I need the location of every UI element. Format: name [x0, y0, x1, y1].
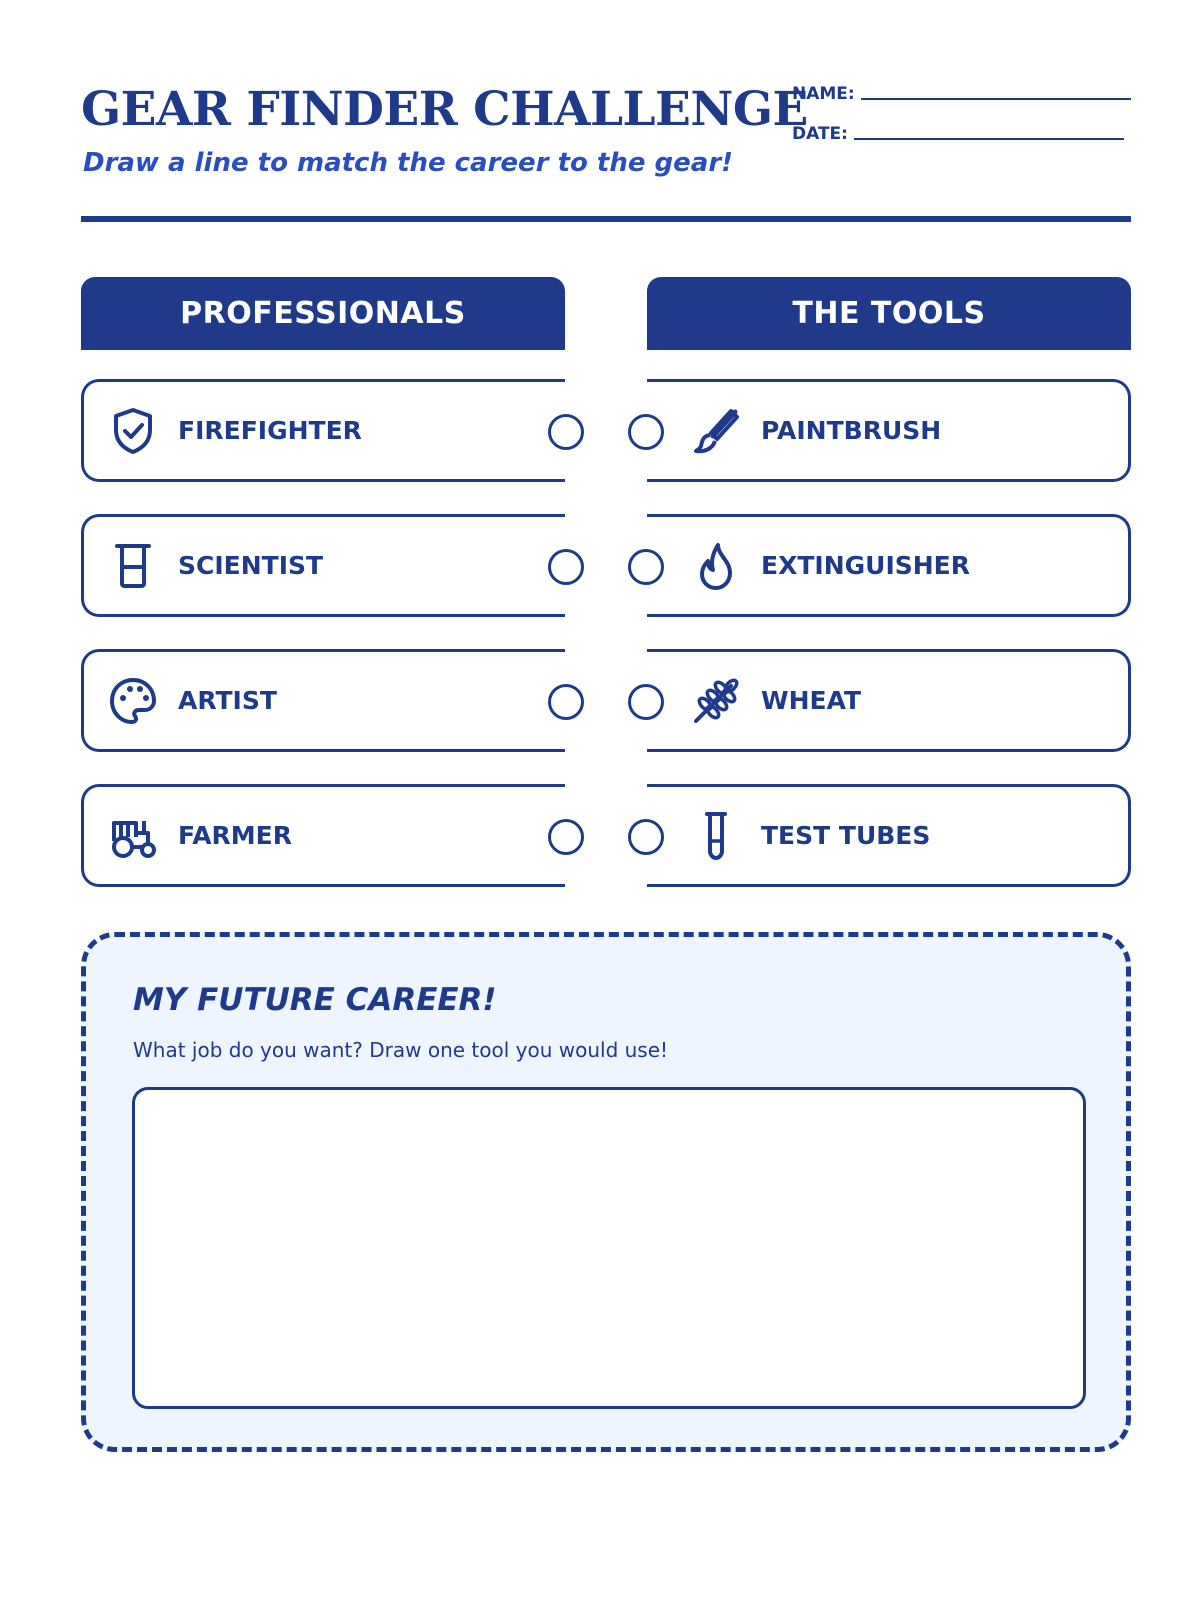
professional-label: FIREFIGHTER — [178, 416, 362, 445]
tool-label: PAINTBRUSH — [761, 416, 942, 445]
tool-match-dot[interactable] — [628, 684, 664, 720]
name-field[interactable] — [792, 84, 1131, 104]
professional-match-dot[interactable] — [548, 549, 584, 585]
professional-row-scientist — [81, 514, 565, 617]
tool-match-dot[interactable] — [628, 414, 664, 450]
tool-label: WHEAT — [761, 686, 862, 715]
future-career-panel — [81, 932, 1131, 1452]
professional-row-farmer — [81, 784, 565, 887]
professionals-heading: PROFESSIONALS — [81, 277, 565, 350]
page-title: GEAR FINDER CHALLENGE — [81, 82, 808, 137]
tool-match-dot[interactable] — [628, 549, 664, 585]
wheat-icon — [691, 676, 741, 726]
tractor-icon — [108, 811, 158, 861]
professional-row-artist — [81, 649, 565, 752]
professional-match-dot[interactable] — [548, 819, 584, 855]
date-label: DATE: — [792, 124, 848, 144]
paintbrush-icon — [691, 406, 741, 456]
test-tube-icon — [691, 811, 741, 861]
tools-heading: THE TOOLS — [647, 277, 1131, 350]
tool-label: TEST TUBES — [761, 821, 931, 850]
tool-row-test-tubes — [647, 784, 1131, 887]
tool-row-wheat — [647, 649, 1131, 752]
tool-match-dot[interactable] — [628, 819, 664, 855]
professional-row-firefighter — [81, 379, 565, 482]
professional-label: SCIENTIST — [178, 551, 324, 580]
page-subtitle: Draw a line to match the career to the gear! — [83, 148, 733, 178]
professional-match-dot[interactable] — [548, 414, 584, 450]
flame-icon — [691, 541, 741, 591]
palette-icon — [108, 676, 158, 726]
date-line[interactable] — [854, 137, 1124, 140]
name-label: NAME: — [792, 84, 855, 104]
tool-row-paintbrush — [647, 379, 1131, 482]
name-line[interactable] — [861, 97, 1131, 100]
career-prompt: What job do you want? Draw one tool you would use! — [133, 1038, 669, 1062]
tool-label: EXTINGUISHER — [761, 551, 971, 580]
professional-label: FARMER — [178, 821, 293, 850]
date-field[interactable] — [792, 124, 1124, 144]
drawing-area[interactable] — [132, 1087, 1086, 1409]
header-divider — [81, 216, 1131, 222]
career-title: MY FUTURE CAREER! — [133, 982, 497, 1018]
tool-row-extinguisher — [647, 514, 1131, 617]
beaker-icon — [108, 541, 158, 591]
professional-label: ARTIST — [178, 686, 277, 715]
professional-match-dot[interactable] — [548, 684, 584, 720]
shield-check-icon — [108, 406, 158, 456]
